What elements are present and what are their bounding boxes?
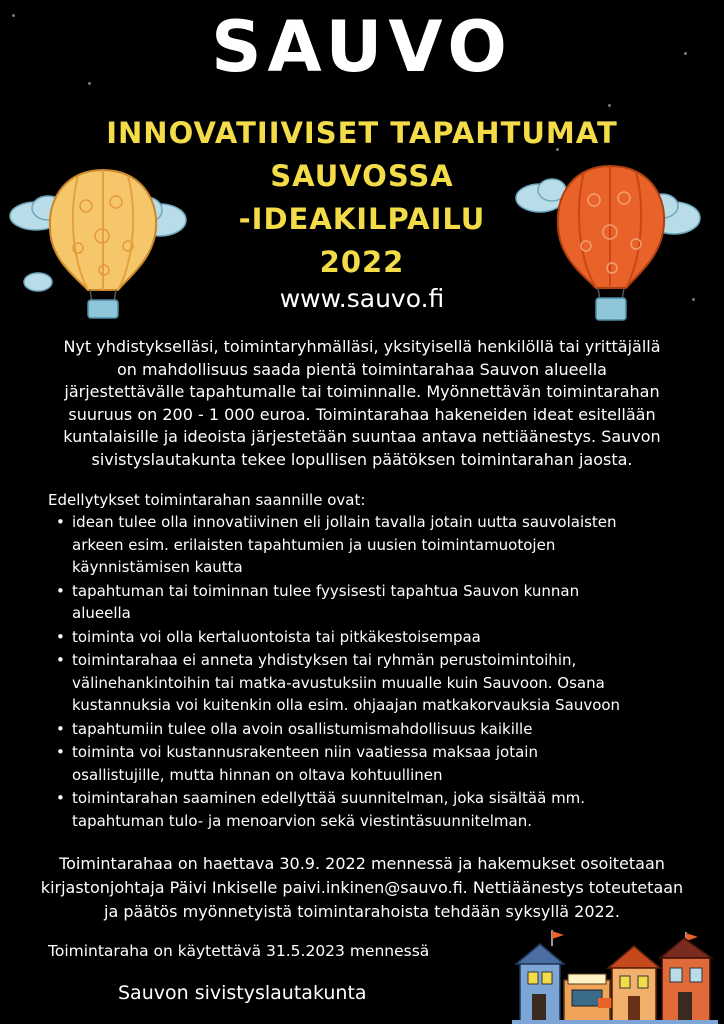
intro-line: sivistyslautakunta tekee lopullisen päätöksen toimintarahan jaosta. [91, 449, 633, 469]
list-item-line: käynnistämisen kautta [72, 558, 243, 576]
list-item [50, 741, 690, 786]
list-item-line: osallistujille, mutta hinnan on oltava kohtuullinen [72, 765, 443, 784]
intro-line: kuntalaisille ja ideoista järjestetään suuntaa antava nettiäänestys. Sauvon [63, 427, 661, 446]
list-item [50, 580, 690, 625]
conditions-heading: Edellytykset toimintarahan saannille ovat: [48, 491, 366, 509]
list-item-line: • toimintarahaa ei anneta yhdistyksen tai ryhmän perustoimintoihin, [72, 651, 577, 669]
intro-paragraph [30, 336, 694, 471]
list-item-line: välinehankintoihin tai matka-avustuksiin muualle kuin Sauvoon. Osana [72, 673, 605, 692]
speckle [608, 104, 611, 107]
list-item-line: tapahtuman tulo- ja menoarvion sekä viestintäsuunnitelman. [72, 811, 532, 830]
brand-title: SAUVO [211, 6, 513, 88]
intro-line: on mahdollisuus saada pientä toimintarahaa Sauvon alueella [117, 359, 607, 379]
list-item-line: alueella [72, 604, 131, 622]
apply-line: ja päätös myönnetyistä toimintarahoista tehdään syksyllä 2022. [104, 902, 620, 921]
headline-line: INNOVATIIVISET TAPAHTUMAT [106, 116, 618, 150]
list-item-line: • toiminta voi kustannusrakenteen niin vaatiessa maksaa jotain [72, 743, 538, 761]
apply-line: Toimintarahaa on haettava 30.9. 2022 mennessä ja hakemukset osoitetaan [59, 854, 665, 873]
usage-deadline: Toimintaraha on käytettävä 31.5.2023 mennessä [48, 942, 430, 960]
list-item-line: kustannuksia voi kuitenkin olla esim. ohjaajan matkakorvauksia Sauvoon [72, 696, 621, 714]
list-item [50, 718, 690, 741]
headline-line: -IDEAKILPAILU [238, 202, 486, 236]
list-item [50, 511, 690, 579]
signature: Sauvon sivistyslautakunta [118, 982, 367, 1004]
houses-illustration-icon [512, 928, 718, 1024]
conditions-list [50, 511, 690, 833]
headline-line: SAUVOSSA [270, 159, 454, 193]
apply-line: kirjastonjohtaja Päivi Inkiselle paivi.inkinen@sauvo.fi. Nettiäänestys toteutetaan [40, 878, 684, 897]
list-item-line: arkeen esim. erilaisten tapahtumien ja uusien toimintamuotojen [72, 535, 556, 554]
website-link[interactable]: www.sauvo.fi [279, 284, 445, 313]
intro-line: suuruus on 200 - 1 000 euroa. Toimintarahaa hakeneiden ideat esitellään [68, 404, 656, 424]
intro-line: järjestettävälle tapahtumalle tai toiminnalle. Myönnettävän toimintarahan [64, 382, 660, 401]
list-item-line: • tapahtuman tai toiminnan tulee fyysisesti tapahtua Sauvon kunnan [72, 581, 580, 600]
list-item [50, 787, 690, 832]
list-item-line: • toimintarahan saaminen edellyttää suunnitelman, joka sisältää mm. [72, 789, 586, 807]
list-item-line: • idean tulee olla innovatiivinen eli jollain tavalla jotain uutta sauvolaisten [72, 513, 617, 531]
headline-line: 2022 [319, 245, 405, 279]
list-item [50, 626, 690, 649]
application-paragraph [10, 852, 714, 924]
list-item [50, 649, 690, 717]
list-item-line: • toiminta voi olla kertaluontoista tai pitkäkestoisempaa [72, 627, 481, 646]
list-item-line: • tapahtumiin tulee olla avoin osallistumismahdollisuus kaikille [72, 719, 533, 738]
intro-line: Nyt yhdistykselläsi, toimintaryhmälläsi, yksityisellä henkilöllä tai yrittäjällä [63, 337, 661, 356]
